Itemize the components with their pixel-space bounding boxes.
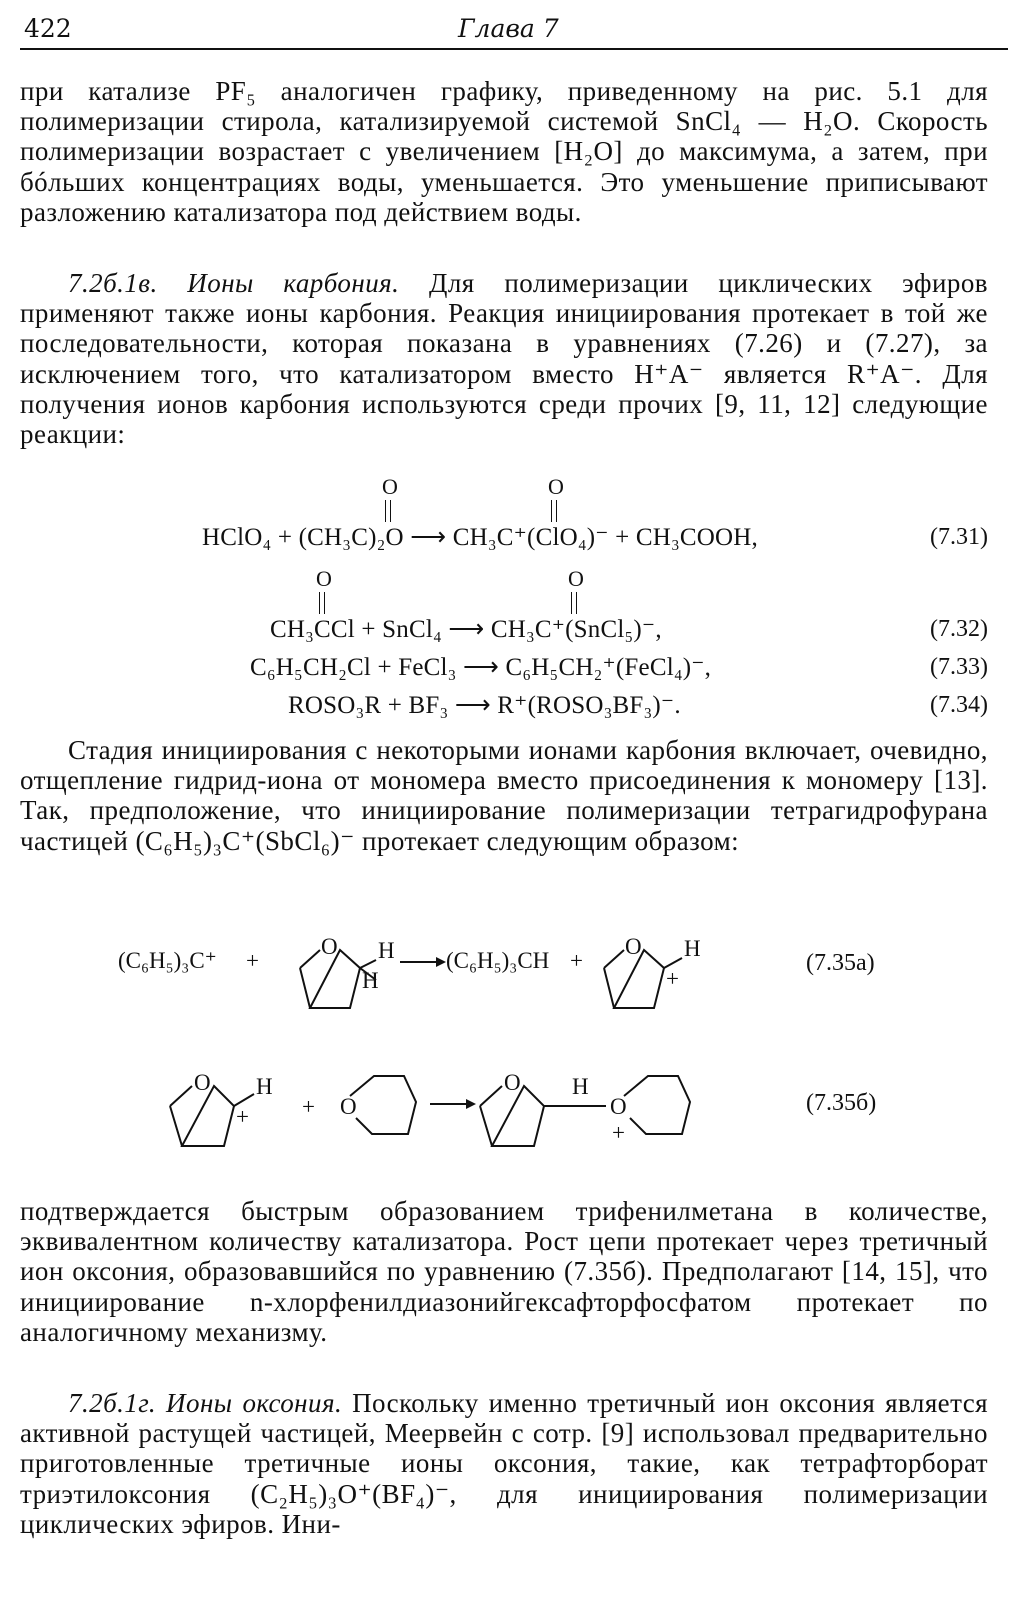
ring-oxygen: O — [504, 1070, 521, 1095]
equation-number: (7.35б) — [806, 1090, 877, 1116]
thf-ring — [350, 1076, 416, 1134]
positive-charge: + — [666, 966, 679, 991]
equation-number: (7.32) — [930, 616, 988, 642]
equation-body: ROSO₃R + BF₃ ⟶ R⁺(ROSO₃BF₃)⁻. — [288, 692, 681, 719]
page-number: 422 — [24, 14, 72, 43]
reaction-arrow — [430, 1099, 476, 1109]
equation-7-34 — [20, 688, 988, 724]
reaction-scheme-b — [20, 1062, 988, 1172]
carbonyl-oxygen: O — [548, 474, 564, 499]
double-bond-mark — [551, 500, 557, 522]
section-heading-carbonium: 7.2б.1в. Ионы карбония. — [68, 268, 400, 298]
equation-number: (7.33) — [930, 654, 988, 680]
positive-charge: + — [612, 1120, 625, 1145]
paragraph-3: Стадия инициирования с некоторыми ионами карбония включает, очевидно, отщепление гидрид-иона от мономера вместо присоединения к мономеру [13]. Так, предположение, что инициирование полимеризации тетрагидрофурана частицей (C₆H₅)₃C⁺(SbCl₆)⁻ протекает следующим образом: — [20, 735, 988, 856]
oxonium-ring — [624, 1076, 690, 1134]
plus-sign: + — [246, 948, 259, 973]
oxonium-oxygen: O — [610, 1094, 627, 1119]
section-heading-oxonium: 7.2б.1г. Ионы оксония. — [68, 1388, 343, 1418]
equation-number: (7.34) — [930, 692, 988, 718]
plus-sign: + — [302, 1094, 315, 1119]
paragraph-1: при катализе PF₅ аналогичен графику, приведенному на рис. 5.1 для полимеризации стирола, катализируемой системой SnCl₄ — H₂O. Скорость полимеризации возрастает с увеличением [H₂O] до максимума, а затем, при бóльших концентрациях воды, уменьшается. Это уменьшение приписывают разложению катализатора под действием воды. — [20, 76, 988, 227]
equation-7-31 — [20, 474, 988, 556]
page — [20, 0, 1010, 1600]
scheme-7-35a — [20, 920, 988, 1030]
equation-body: C₆H₅CH₂Cl + FeCl₃ ⟶ C₆H₅CH₂⁺(FeCl₄)⁻, — [250, 654, 712, 681]
positive-charge: + — [236, 1104, 249, 1129]
section-text-carbonium: Для полимеризации циклических эфиров применяют также ионы карбония. Реакция инициирования протекает в той же последовательности, которая показана в уравнениях (7.26) и (7.27), за исключением того, что катализатором вместо H⁺A⁻ является R⁺A⁻. Для получения ионов карбония используются среди прочих [9, 11, 12] следующие реакции: — [20, 268, 988, 450]
reaction-arrow — [400, 957, 446, 967]
plus-sign: + — [570, 948, 583, 973]
reactant-trityl-cation: (C₆H₅)₃C⁺ — [118, 948, 217, 973]
section-text-oxonium: Поскольку именно третичный ион оксония является активной растущей частицей, Меервейн с сотр. [9] использовал предварительно приготовленные третичные ионы оксония, такие, как тетрафторборат триэтилоксония (C₂H₅)₃O⁺(BF₄)⁻, для инициирования полимеризации циклических эфиров. Ини- — [20, 1388, 989, 1539]
equation-body: HClO₄ + (CH₃C)₂O ⟶ CH₃C⁺(ClO₄)⁻ + CH₃COOH, — [202, 524, 759, 551]
hydrogen-atom: H — [362, 968, 379, 993]
paragraph-4: подтверждается быстрым образованием трифенилметана в количестве, эквивалентном количеству катализатора. Рост цепи протекает через третичный ион оксония, образовавшийся по уравнению (7.35б). Предполагают [14, 15], что инициирование n-хлорфенилдиазонийгексафторфосфатом протекает по аналогичному механизму. — [20, 1196, 988, 1347]
carbonyl-oxygen: O — [568, 566, 584, 591]
ring-oxygen: O — [321, 934, 338, 959]
carbonyl-oxygen: O — [316, 566, 332, 591]
ring-oxygen: O — [340, 1094, 357, 1119]
hydrogen-atom: H — [684, 936, 701, 961]
hydrogen-atom: H — [572, 1074, 589, 1099]
ring-oxygen: O — [194, 1070, 211, 1095]
running-head: Глава 7 — [458, 14, 559, 43]
hydrogen-atom: H — [378, 938, 395, 963]
equation-7-33 — [20, 650, 988, 686]
page-header — [20, 12, 1008, 50]
double-bond-mark — [571, 592, 577, 614]
double-bond-mark — [319, 592, 325, 614]
equation-number: (7.35а) — [806, 950, 875, 976]
paragraph-oxonium — [20, 1388, 988, 1539]
scheme-7-35b — [20, 1062, 988, 1172]
equation-7-32 — [20, 566, 988, 648]
paragraph-carbonium — [20, 268, 988, 449]
hydrogen-atom: H — [256, 1074, 273, 1099]
equation-number: (7.31) — [930, 524, 988, 550]
double-bond-mark — [385, 500, 391, 522]
ring-oxygen: O — [625, 934, 642, 959]
carbonyl-oxygen: O — [382, 474, 398, 499]
product-triphenylmethane: (C₆H₅)₃CH — [446, 948, 550, 973]
equation-body: CH₃CCl + SnCl₄ ⟶ CH₃C⁺(SnCl₅)⁻, — [270, 616, 662, 643]
